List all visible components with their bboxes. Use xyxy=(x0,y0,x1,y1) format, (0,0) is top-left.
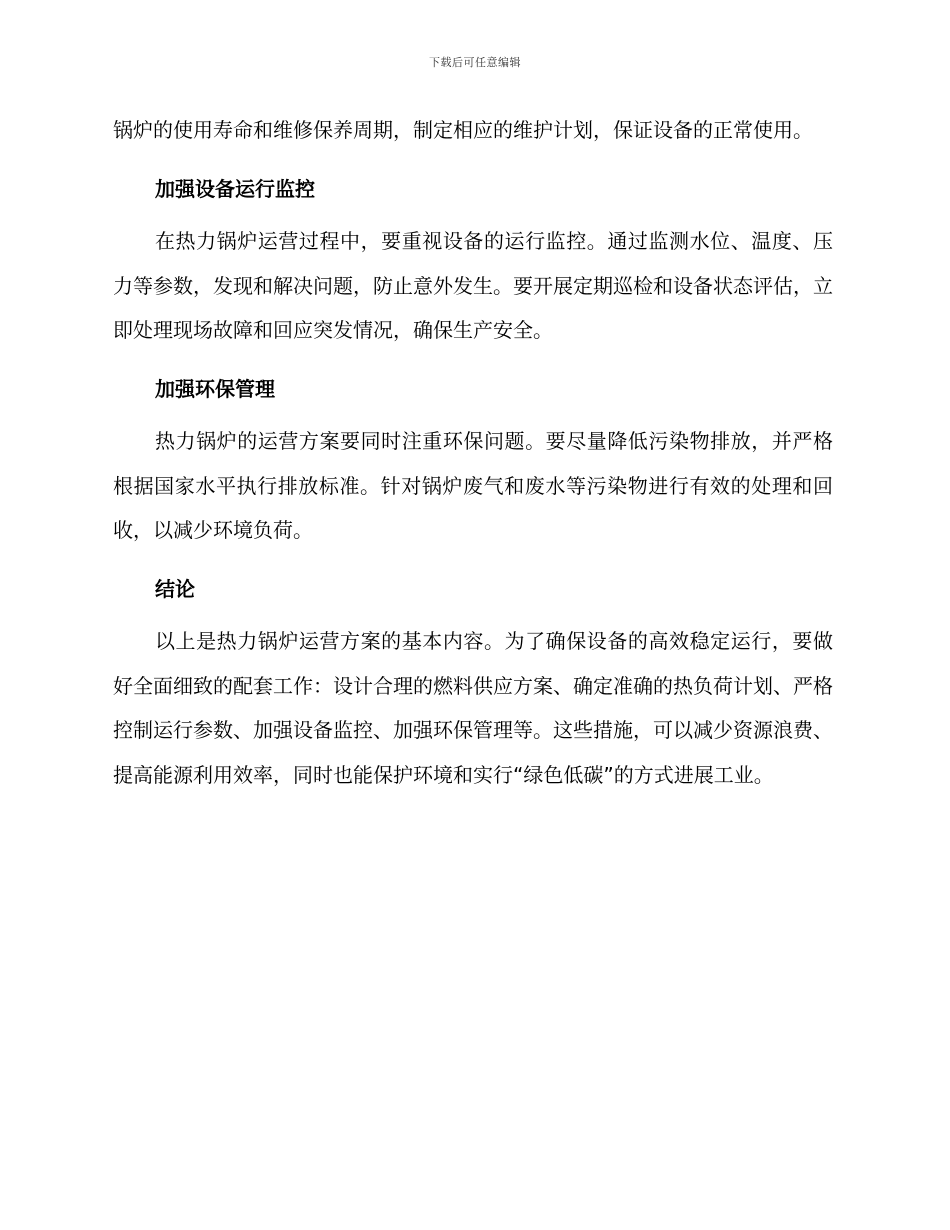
page-header-note: 下载后可任意编辑 xyxy=(429,56,521,69)
section-heading-monitoring: 加强设备运行监控 xyxy=(155,176,315,201)
section-heading-environmental: 加强环保管理 xyxy=(155,376,275,401)
section-heading-conclusion: 结论 xyxy=(155,576,195,601)
paragraph-monitoring: 在热力锅炉运营过程中，要重视设备的运行监控。通过监测水位、温度、压力等参数，发现和解决问题，防止意外发生。要开展定期巡检和设备状态评估，立即处理现场故障和回应突发情况，确保生产安全。 xyxy=(113,229,833,342)
paragraph-conclusion: 以上是热力锅炉运营方案的基本内容。为了确保设备的高效稳定运行，要做好全面细致的配套工作：设计合理的燃料供应方案、确定准确的热负荷计划、严格控制运行参数、加强设备监控、加强环保管理等。这些措施，可以减少资源浪费、提高能源利用效率，同时也能保护环境和实行“绿色低碳”的方式进展工业。 xyxy=(113,629,833,787)
paragraph-continued: 锅炉的使用寿命和维修保养周期，制定相应的维护计划，保证设备的正常使用。 xyxy=(113,118,813,142)
paragraph-environmental: 热力锅炉的运营方案要同时注重环保问题。要尽量降低污染物排放，并严格根据国家水平执行排放标准。针对锅炉废气和废水等污染物进行有效的处理和回收，以减少环境负荷。 xyxy=(113,429,833,542)
document-body xyxy=(113,108,833,797)
